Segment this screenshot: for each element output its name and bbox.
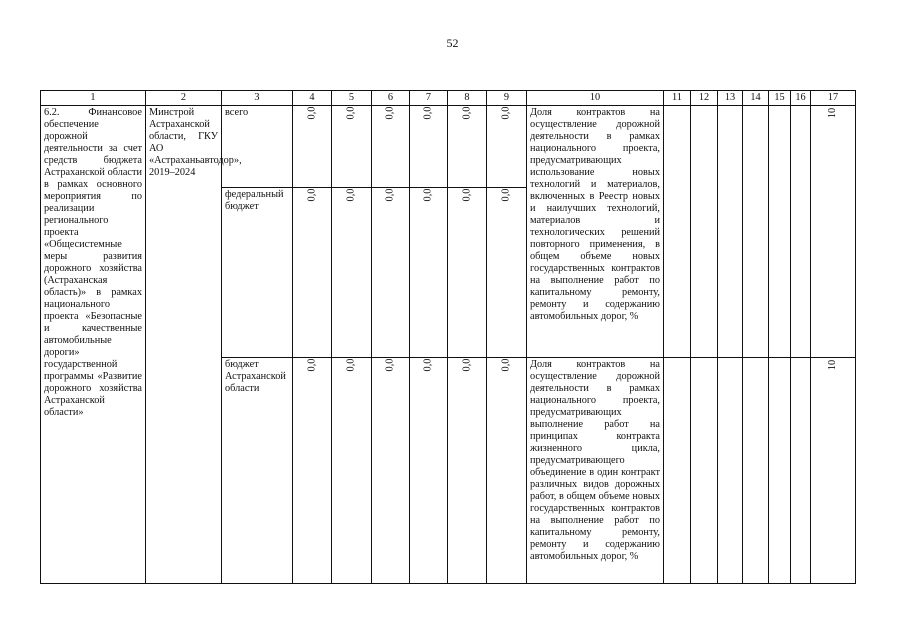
- value-cell: 0,0: [332, 358, 372, 584]
- value-cell: 0,0: [410, 188, 448, 358]
- col-header: 1: [41, 91, 146, 106]
- value-cell: 0,0: [410, 106, 448, 188]
- col-header: 5: [332, 91, 372, 106]
- col-header: 11: [664, 91, 691, 106]
- value-cell: 0,0: [372, 188, 410, 358]
- value-cell: 0,0: [487, 358, 527, 584]
- empty-cell: [664, 106, 691, 358]
- col-header: 10: [527, 91, 664, 106]
- col-header: 4: [293, 91, 332, 106]
- value-cell: 0,0: [448, 106, 487, 188]
- value-cell: 0,0: [332, 188, 372, 358]
- page-number: 52: [446, 36, 459, 50]
- empty-cell: [769, 358, 791, 584]
- col-header: 7: [410, 91, 448, 106]
- value-cell: 0,0: [332, 106, 372, 188]
- col-header: 15: [769, 91, 791, 106]
- indicator-text: Доля контрактов на осуществление дорожной деятельности в рамках национального проекта, предусматривающих использование новых технологий и материалов, включенных в Реестр новых и наилучших технологий, материалов и технологических решений повторного применения, в общем объеме новых государственных контрактов на выполнение работ по капитальному ремонту, ремонту и содержанию автомобильных дорог, %: [527, 106, 664, 358]
- value-cell: 0,0: [448, 358, 487, 584]
- col-header: 17: [811, 91, 856, 106]
- budget-label: федеральный бюджет: [222, 188, 293, 358]
- value-cell: 0,0: [448, 188, 487, 358]
- indicator-text: Доля контрактов на осуществление дорожной деятельности в рамках национального проекта, предусматривающих выполнение работ на принципах контракта жизненного цикла, предусматривающего объединение в один контракт различных видов дорожных работ, в общем объеме новых государственных контрактов на выполнение работ по капитальному ремонту, ремонту и содержанию автомобильных дорог, %: [527, 358, 664, 584]
- budget-label: всего: [222, 106, 293, 188]
- col-header: 14: [743, 91, 769, 106]
- empty-cell: [691, 106, 718, 358]
- value-cell: 0,0: [410, 358, 448, 584]
- empty-cell: [743, 358, 769, 584]
- col-header: 16: [791, 91, 811, 106]
- program-table: [40, 90, 856, 584]
- empty-cell: [691, 358, 718, 584]
- value-cell: 0,0: [293, 106, 332, 188]
- empty-cell: [718, 358, 743, 584]
- value-cell: 0,0: [487, 188, 527, 358]
- col-header: 12: [691, 91, 718, 106]
- value-cell: 0,0: [293, 358, 332, 584]
- col-header: 3: [222, 91, 293, 106]
- target-value-cell: 10: [811, 106, 856, 358]
- empty-cell: [769, 106, 791, 358]
- value-cell: 0,0: [372, 106, 410, 188]
- column-number-row: [41, 91, 856, 106]
- col-header: 9: [487, 91, 527, 106]
- empty-cell: [718, 106, 743, 358]
- executor-cell: Минстрой Астраханской области, ГКУ АО «Астраханьавтодор», 2019–2024: [146, 106, 222, 584]
- empty-cell: [743, 106, 769, 358]
- empty-cell: [791, 358, 811, 584]
- measure-description: 6.2. Финансовое обеспечение дорожной деятельности за счет средств бюджета Астраханской области в рамках основного мероприятия по реализации регионального проекта «Общесистемные меры развития дорожного хозяйства (Астраханская область)» в рамках национального проекта «Безопасные и качественные автомобильные дороги» государственной программы «Развитие дорожного хозяйства Астраханской области»: [41, 106, 146, 584]
- col-header: 2: [146, 91, 222, 106]
- col-header: 13: [718, 91, 743, 106]
- table-row: [41, 106, 856, 188]
- col-header: 8: [448, 91, 487, 106]
- value-cell: 0,0: [487, 106, 527, 188]
- value-cell: 0,0: [293, 188, 332, 358]
- budget-label: бюджет Астраханской области: [222, 358, 293, 584]
- col-header: 6: [372, 91, 410, 106]
- target-value-cell: 10: [811, 358, 856, 584]
- empty-cell: [791, 106, 811, 358]
- empty-cell: [664, 358, 691, 584]
- value-cell: 0,0: [372, 358, 410, 584]
